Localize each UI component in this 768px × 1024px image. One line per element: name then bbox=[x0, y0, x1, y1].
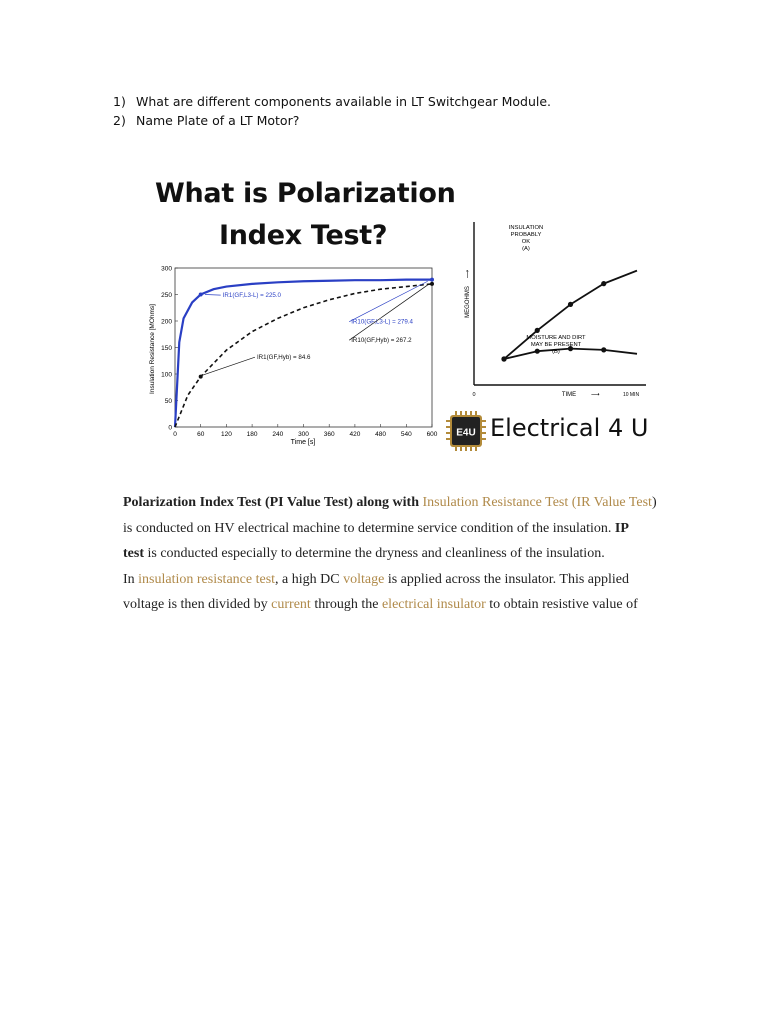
paragraph-line-2: is conducted on HV electrical machine to determine service condition of the insulation. IP bbox=[123, 520, 629, 536]
x-tick-label: 360 bbox=[323, 431, 335, 438]
question-text: Name Plate of a LT Motor? bbox=[136, 113, 300, 128]
y-tick-label: 0 bbox=[168, 424, 172, 432]
curve-b-label: MAY BE PRESENT bbox=[530, 342, 582, 348]
y-axis-label: Insulation Resistance [MOhms] bbox=[149, 304, 156, 394]
curve-b-label: MOISTURE AND DIRT bbox=[526, 335, 586, 341]
data-point bbox=[501, 356, 506, 361]
x-tick-label: 10 MIN bbox=[622, 392, 640, 398]
curve-a-label: OK bbox=[521, 239, 531, 245]
question-number: 1) bbox=[113, 94, 126, 109]
ir-time-chart bbox=[145, 263, 440, 448]
brand-name: Electrical 4 U bbox=[490, 414, 649, 442]
x-tick-label: 480 bbox=[375, 431, 387, 438]
link-current[interactable]: current bbox=[271, 597, 311, 612]
data-point bbox=[535, 328, 540, 333]
annotation-label: IR10(GF,Hyb) = 267.2 bbox=[351, 337, 412, 345]
y-tick-label: 100 bbox=[161, 371, 172, 379]
data-point bbox=[199, 375, 203, 379]
data-point bbox=[430, 278, 434, 282]
x-tick-label: 120 bbox=[220, 431, 232, 438]
paragraph-line-4: In insulation resistance test, a high DC voltage is applied across the insulator. This applied bbox=[123, 571, 630, 587]
y-tick-label: 150 bbox=[161, 344, 172, 352]
x-axis-label: Time [s] bbox=[290, 439, 316, 446]
data-point bbox=[601, 281, 606, 286]
x-tick-label: 300 bbox=[298, 431, 309, 438]
banner-title-line1: What is Polarization bbox=[155, 178, 456, 209]
link-ir-value-test[interactable]: IR Value Test bbox=[576, 495, 652, 510]
link-voltage[interactable]: voltage bbox=[343, 571, 385, 587]
x-tick-label: 0 bbox=[173, 431, 177, 438]
x-axis-arrow: ⟶ bbox=[591, 392, 600, 398]
annotation-label: IR1(GF,Hyb) = 84.6 bbox=[256, 354, 311, 362]
paragraph-line-3: test is conducted especially to determine the dryness and cleanliness of the insulation. bbox=[123, 546, 605, 561]
question-2 bbox=[113, 113, 299, 128]
x-tick-label: 420 bbox=[349, 431, 361, 438]
plot-area bbox=[175, 268, 432, 427]
megohm-time-chart bbox=[461, 212, 653, 404]
curve-b-label: (B) bbox=[552, 349, 560, 355]
data-point bbox=[430, 282, 434, 286]
x-tick-label: 540 bbox=[400, 431, 412, 438]
y-tick-label: 250 bbox=[161, 291, 172, 299]
paragraph-line-1: Polarization Index Test (PI Value Test) along with Insulation Resistance Test (IR Value Test) bbox=[123, 495, 657, 510]
link-electrical-insulator[interactable]: electrical insulator bbox=[381, 597, 486, 612]
data-point bbox=[535, 349, 540, 354]
y-tick-label: 300 bbox=[161, 265, 172, 273]
curve-a-label: INSULATION bbox=[508, 225, 544, 231]
link-insulation-resistance-test-2[interactable]: insulation resistance test bbox=[138, 571, 276, 587]
data-point bbox=[568, 302, 573, 307]
e4u-logo-icon bbox=[446, 411, 486, 451]
y-tick-label: 200 bbox=[161, 318, 172, 326]
annotation-label: IR1(GF,L3-L) = 225.0 bbox=[222, 292, 281, 300]
x-tick-label: 0 bbox=[472, 392, 476, 398]
data-point bbox=[199, 293, 203, 297]
article-paragraph bbox=[123, 490, 698, 618]
x-tick-label: 240 bbox=[272, 431, 284, 438]
y-axis-label: MEGOHMS bbox=[465, 286, 471, 318]
question-number: 2) bbox=[113, 113, 126, 128]
data-point bbox=[601, 347, 606, 352]
y-axis-arrow: ⟶ bbox=[465, 269, 471, 279]
curve-a-label: (A) bbox=[522, 246, 530, 252]
curve-a-label: PROBABLY bbox=[510, 232, 542, 238]
x-axis-label: TIME bbox=[561, 392, 577, 398]
x-tick-label: 180 bbox=[246, 431, 258, 438]
x-tick-label: 60 bbox=[197, 431, 205, 438]
link-insulation-resistance-test[interactable]: Insulation Resistance Test bbox=[422, 495, 569, 510]
y-tick-label: 50 bbox=[164, 397, 172, 405]
x-tick-label: 600 bbox=[426, 431, 438, 438]
paragraph-line-5: voltage is then divided by current through the electrical insulator to obtain resistive value of bbox=[123, 597, 638, 612]
annotation-label: IR10(GF,L3-L) = 279.4 bbox=[351, 318, 413, 326]
question-text: What are different components available in LT Switchgear Module. bbox=[136, 94, 552, 109]
question-1 bbox=[113, 94, 551, 109]
banner-title-line2: Index Test? bbox=[219, 220, 388, 251]
svg-text:E4U: E4U bbox=[456, 427, 476, 439]
